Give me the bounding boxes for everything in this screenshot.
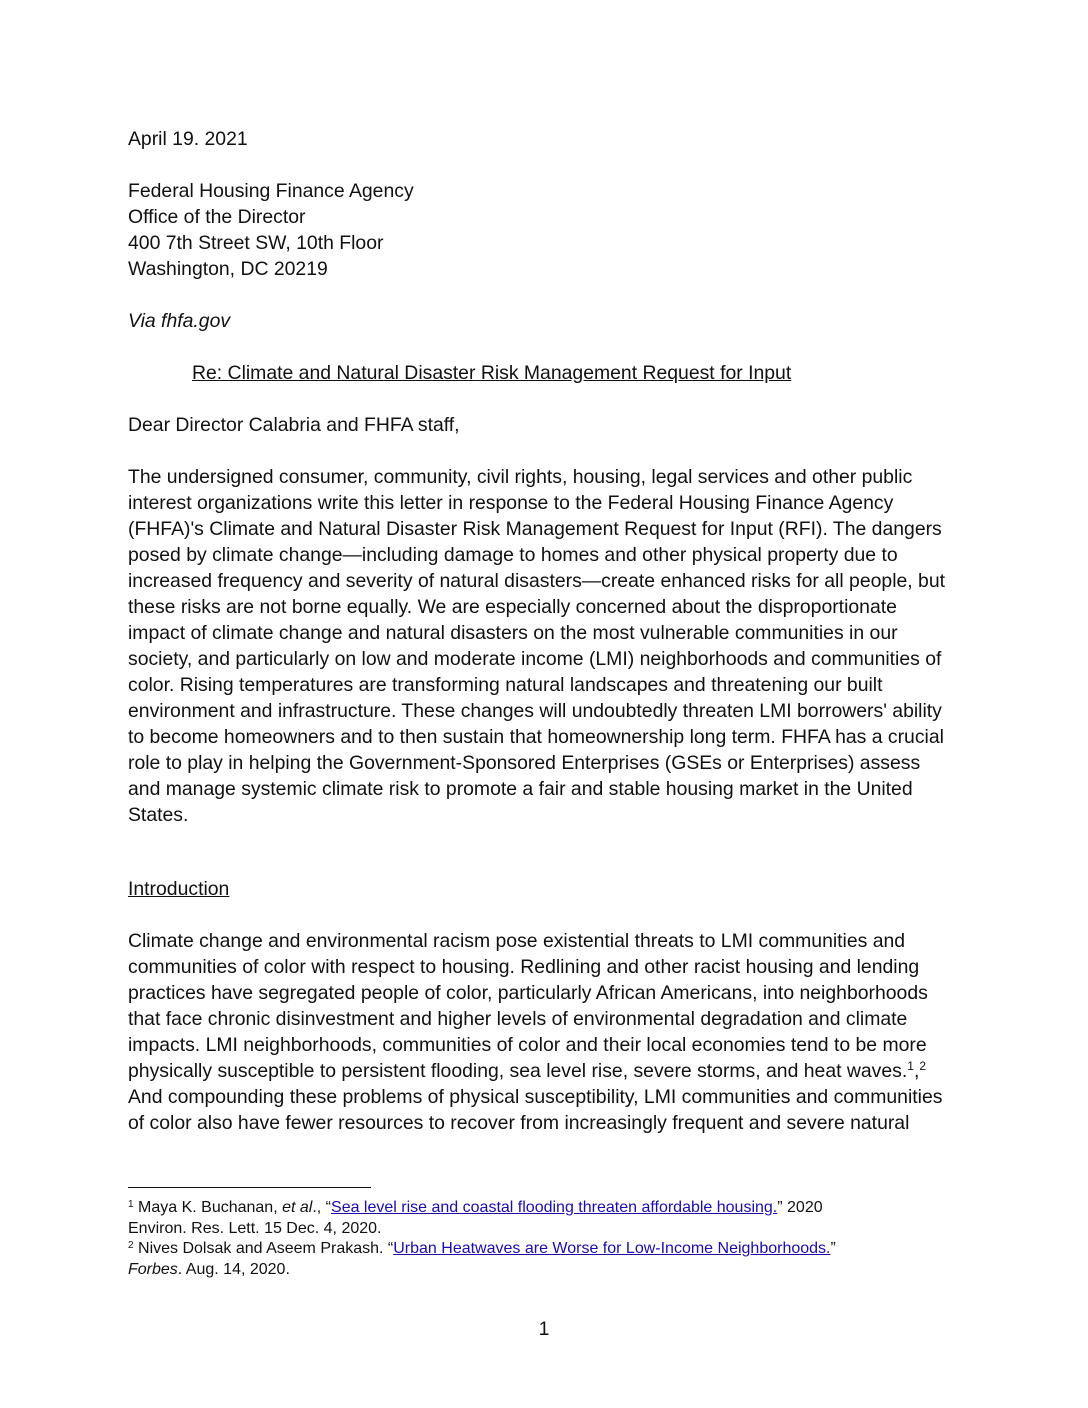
paragraph-line: impacts. LMI neighborhoods, communities of color and their local economies tend to be more xyxy=(128,1034,927,1056)
footnote-ref-1[interactable]: 1 xyxy=(907,1059,914,1073)
paragraph-line-with-footnote-refs xyxy=(128,1058,960,1084)
footnote-1-line-2: Environ. Res. Lett. 15 Dec. 4, 2020. xyxy=(128,1219,382,1237)
footnote-text: Maya K. Buchanan, xyxy=(133,1199,283,1216)
footnote-number: 2 xyxy=(128,1240,134,1251)
footnote-link[interactable]: Sea level rise and coastal flooding threaten affordable housing. xyxy=(331,1199,778,1216)
paragraph-line: role to play in helping the Government-Sponsored Enterprises (GSEs or Enterprises) assess xyxy=(128,752,921,774)
paragraph-line: society, and particularly on low and moderate income (LMI) neighborhoods and communities of xyxy=(128,648,942,670)
footnote-italic: et al xyxy=(282,1199,313,1216)
paragraph-line: increased frequency and severity of natural disasters—create enhanced risks for all people, but xyxy=(128,570,946,592)
paragraph-line: communities of color with respect to housing. Redlining and other racist housing and lending xyxy=(128,956,920,978)
address-line: 400 7th Street SW, 10th Floor xyxy=(128,232,384,254)
paragraph-line: practices have segregated people of color, particularly African Americans, into neighborhoods xyxy=(128,982,928,1004)
paragraph-line: of color also have fewer resources to recover from increasingly frequent and severe natural xyxy=(128,1112,910,1134)
address-line: Federal Housing Finance Agency xyxy=(128,180,414,202)
paragraph-line: these risks are not borne equally. We are especially concerned about the disproportionate xyxy=(128,596,897,618)
paragraph-line: environment and infrastructure. These changes will undoubtedly threaten LMI borrowers' ability xyxy=(128,700,942,722)
salutation: Dear Director Calabria and FHFA staff, xyxy=(128,414,460,436)
footnote-2 xyxy=(128,1239,960,1260)
footnote-ref-separator: , xyxy=(913,1060,920,1082)
footnote-italic: Forbes xyxy=(128,1260,178,1278)
address-line: Office of the Director xyxy=(128,206,306,228)
recipient-address xyxy=(128,178,960,282)
paragraph-line: And compounding these problems of physical susceptibility, LMI communities and communities xyxy=(128,1086,943,1108)
body-paragraph-2 xyxy=(128,928,960,1136)
page-number: 1 xyxy=(538,1318,550,1340)
footnote-link[interactable]: Urban Heatwaves are Worse for Low-Income Neighborhoods. xyxy=(393,1240,831,1257)
footnote-1 xyxy=(128,1198,960,1219)
paragraph-line: (FHFA)'s Climate and Natural Disaster Risk Management Request for Input (RFI). The dangers xyxy=(128,518,942,540)
footnote-text: ” xyxy=(830,1240,836,1257)
footnote-2-line-2 xyxy=(128,1260,960,1281)
footnote-divider xyxy=(128,1187,371,1188)
footnote-ref-2[interactable]: 2 xyxy=(919,1059,927,1073)
paragraph-line: that face chronic disinvestment and higher levels of environmental degradation and climate xyxy=(128,1008,908,1030)
paragraph-line: interest organizations write this letter in response to the Federal Housing Finance Agency xyxy=(128,492,894,514)
paragraph-line: Climate change and environmental racism pose existential threats to LMI communities and xyxy=(128,930,906,952)
paragraph-line: color. Rising temperatures are transforming natural landscapes and threatening our built xyxy=(128,674,883,696)
footnote-text: ., “ xyxy=(312,1199,332,1216)
paragraph-line: posed by climate change—including damage to homes and other physical property due to xyxy=(128,544,898,566)
paragraph-line-text: physically susceptible to persistent flooding, sea level rise, severe storms, and heat waves. xyxy=(128,1060,908,1082)
paragraph-line: States. xyxy=(128,804,189,826)
paragraph-line: impact of climate change and natural disasters on the most vulnerable communities in our xyxy=(128,622,898,644)
footnote-number: 1 xyxy=(128,1199,134,1210)
letter-date: April 19. 2021 xyxy=(128,128,248,150)
footnote-text: ” 2020 xyxy=(777,1199,823,1216)
footnotes xyxy=(128,1198,960,1280)
delivery-method: Via fhfa.gov xyxy=(128,310,231,332)
paragraph-line: to become homeowners and to then sustain that homeownership long term. FHFA has a crucial xyxy=(128,726,944,748)
footnote-text: . Aug. 14, 2020. xyxy=(177,1260,290,1278)
subject-line: Re: Climate and Natural Disaster Risk Management Request for Input xyxy=(192,362,792,384)
address-line: Washington, DC 20219 xyxy=(128,258,328,280)
paragraph-line: The undersigned consumer, community, civil rights, housing, legal services and other public xyxy=(128,466,913,488)
body-paragraph-1 xyxy=(128,464,960,828)
footnote-text: Nives Dolsak and Aseem Prakash. “ xyxy=(133,1240,394,1257)
paragraph-line: and manage systemic climate risk to promote a fair and stable housing market in the United xyxy=(128,778,913,800)
section-heading-introduction: Introduction xyxy=(128,878,230,900)
